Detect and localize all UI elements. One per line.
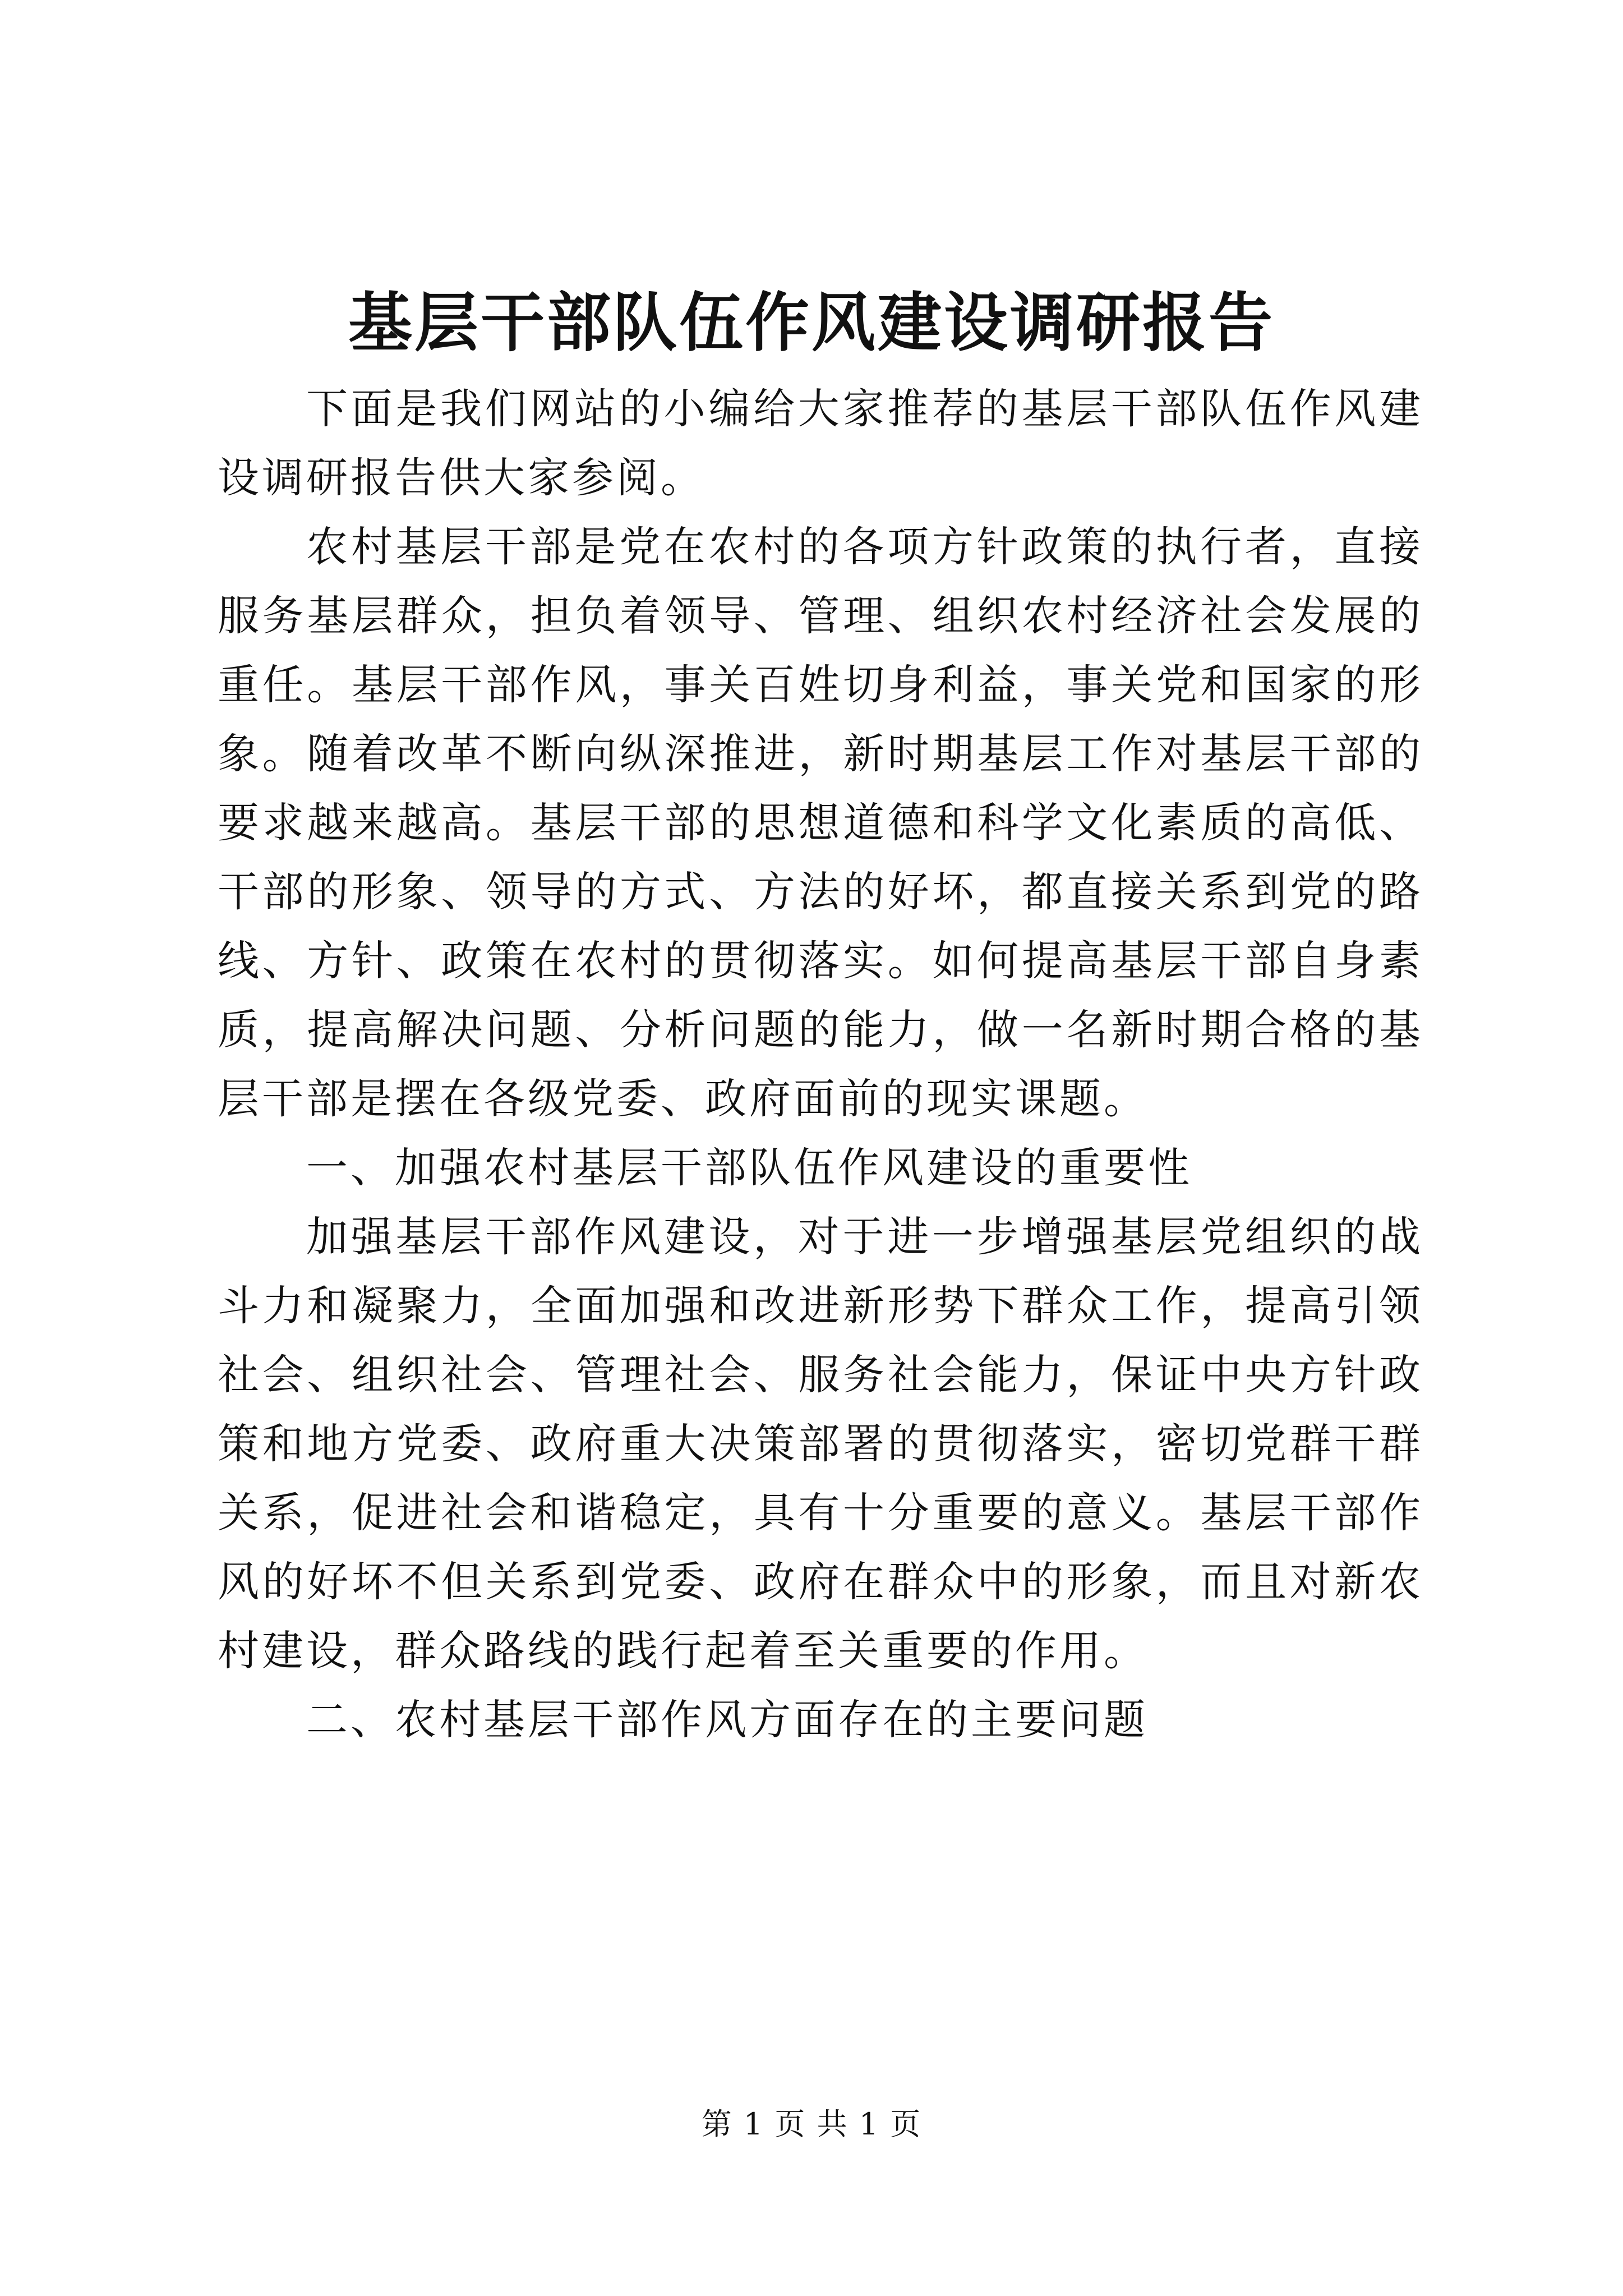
section-heading-problems: 二、农村基层干部作风方面存在的主要问题 [306,1696,1148,1744]
importance-paragraph: 加强基层干部作风建设，对于进一步增强基层党组织的战斗力和凝聚力，全面加强和改进新形势下群众工作，提高引领社会、组织社会、管理社会、服务社会能力，保证中央方针政策和地方党委、政府重大决策部署的贯彻落实，密切党群干群关系，促进社会和谐稳定，具有十分重要的意义。基层干部作风的好坏不但关系到党委、政府在群众中的形象，而且对新农村建设，群众路线的践行起着至关重要的作用。 [218,1213,1423,1675]
document-body [218,375,1423,1755]
background-paragraph: 农村基层干部是党在农村的各项方针政策的执行者，直接服务基层群众，担负着领导、管理、组织农村经济社会发展的重任。基层干部作风，事关百姓切身利益，事关党和国家的形象。随着改革不断向纵深推进，新时期基层工作对基层干部的要求越来越高。基层干部的思想道德和科学文化素质的高低、干部的形象、领导的方式、方法的好坏，都直接关系到党的路线、方针、政策在农村的贯彻落实。如何提高基层干部自身素质，提高解决问题、分析问题的能力，做一名新时期合格的基层干部是摆在各级党委、政府面前的现实课题。 [218,523,1423,1123]
intro-paragraph: 下面是我们网站的小编给大家推荐的基层干部队伍作风建设调研报告供大家参阅。 [218,385,1423,502]
section-heading-importance: 一、加强农村基层干部队伍作风建设的重要性 [306,1144,1192,1192]
document-title: 基层干部队伍作风建设调研报告 [348,285,1275,360]
page-footer: 第 1 页 共 1 页 [701,2106,922,2142]
